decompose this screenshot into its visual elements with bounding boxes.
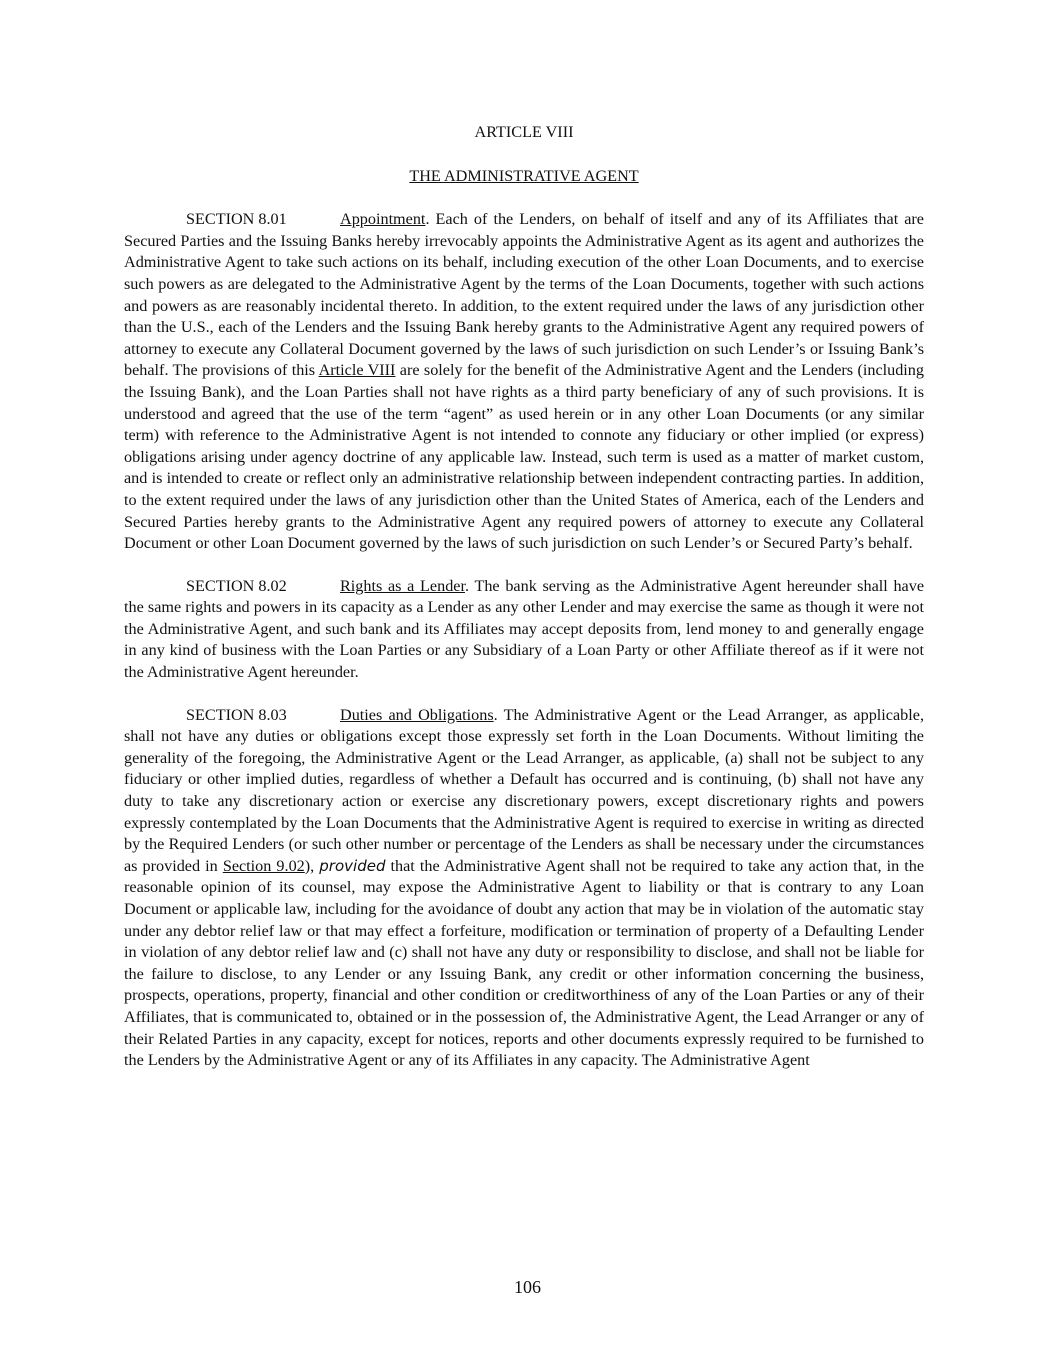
section-heading: Appointment bbox=[340, 210, 426, 229]
section-heading: Duties and Obligations bbox=[340, 705, 494, 724]
section-text: are solely for the benefit of the Administrative Agent and the Lenders (including the Issuing Bank), and the Loan Parties shall not have rights as a third party beneficiary of any of such provisions. It is understood and agreed that the use of the term “agent” as used herein or in any other Loan Documents (or any similar term) with reference to the Administrative Agent is not intended to connote any fiduciary or other implied (or express) obligations arising under agency doctrine of any applicable law. Instead, such term is used as a matter of market custom, and is intended to create or reflect only an administrative relationship between independent contracting parties. In addition, to the extent required under the laws of any jurisdiction other than the United States of America, each of the Lenders and Secured Parties hereby grants to the Administrative Agent any required powers of attorney to execute any Collateral Document or other Loan Document governed by the laws of such jurisdiction on such Lender’s or Secured Party’s behalf. bbox=[124, 361, 924, 553]
proviso-term: provided bbox=[319, 856, 386, 875]
section-number: SECTION 8.02 bbox=[186, 576, 287, 595]
section-text: . The Administrative Agent or the Lead Arranger, as applicable, shall not have any duties or obligations except those expressly set forth in the Loan Documents. Without limiting the generality of the foregoing, the Administrative Agent or the Lead Arranger, as applicable, (a) shall not be subject to any fiduciary or other implied duties, regardless of whether a Default has occurred and is continuing, (b) shall not have any duty to take any discretionary action or exercise any discretionary powers, except discretionary rights and powers expressly contemplated by the Loan Documents that the Administrative Agent is required to exercise in writing as directed by the Required Lenders (or such other number or percentage of the Lenders as shall be necessary under the circumstances as provided in bbox=[124, 705, 924, 875]
section-heading: Rights as a Lender bbox=[340, 576, 465, 595]
section-text: . Each of the Lenders, on behalf of itself and any of its Affiliates that are Secured Parties and the Issuing Banks hereby irrevocably appoints the Administrative Agent as its agent and authorizes the Administrative Agent to take such actions on its behalf, including execution of the other Loan Documents, and to exercise such powers as are delegated to the Administrative Agent by the terms of the Loan Documents, together with such actions and powers as are reasonably incidental thereto. In addition, to the extent required under the laws of any jurisdiction other than the U.S., each of the Lenders and the Issuing Bank hereby grants to the Administrative Agent any required powers of attorney to execute any Collateral Document governed by the laws of such jurisdiction on such Lender’s or Issuing Bank’s behalf. The provisions of this bbox=[124, 210, 924, 380]
article-number: ARTICLE VIII bbox=[474, 123, 574, 141]
page-number: 106 bbox=[514, 1277, 541, 1297]
section-number: SECTION 8.03 bbox=[186, 705, 287, 724]
section-8-03 bbox=[124, 705, 924, 1072]
section-text: ), bbox=[304, 856, 320, 875]
section-8-01 bbox=[124, 209, 924, 555]
section-8-02 bbox=[124, 576, 924, 684]
section-text: that the Administrative Agent shall not be required to take any action that, in the reasonable opinion of its counsel, may expose the Administrative Agent to liability or that is contrary to any Loan Document or applicable law, including for the avoidance of doubt any action that may be in violation of the automatic stay under any debtor relief law or that may effect a forfeiture, modification or termination of property of a Defaulting Lender in violation of any debtor relief law and (c) shall not have any duty or responsibility to disclose, and shall not be liable for the failure to disclose, to any Lender or any Issuing Bank, any credit or other information concerning the business, prospects, operations, property, financial and other condition or creditworthiness of any of the Loan Parties or any of their Affiliates, that is communicated to, obtained or in the possession of, the Administrative Agent, the Lead Arranger or any of their Related Parties in any capacity, except for notices, reports and other documents expressly required to be furnished to the Lenders by the Administrative Agent or any of its Affiliates in any capacity. The Administrative Agent bbox=[124, 856, 925, 1070]
section-reference: Section 9.02 bbox=[222, 856, 305, 875]
section-number: SECTION 8.01 bbox=[186, 210, 287, 229]
article-reference: Article VIII bbox=[318, 361, 396, 380]
document-page bbox=[124, 122, 924, 1093]
article-title: THE ADMINISTRATIVE AGENT bbox=[409, 166, 639, 185]
section-text: . The bank serving as the Administrative Agent hereunder shall have the same rights and powers in its capacity as a Lender as any other Lender and may exercise the same as though it were not the Administrative Agent, and such bank and its Affiliates may accept deposits from, lend money to and generally engage in any kind of business with the Loan Parties or any Subsidiary of a Loan Party or other Affiliate thereof as if it were not the Administrative Agent hereunder. bbox=[124, 576, 925, 682]
